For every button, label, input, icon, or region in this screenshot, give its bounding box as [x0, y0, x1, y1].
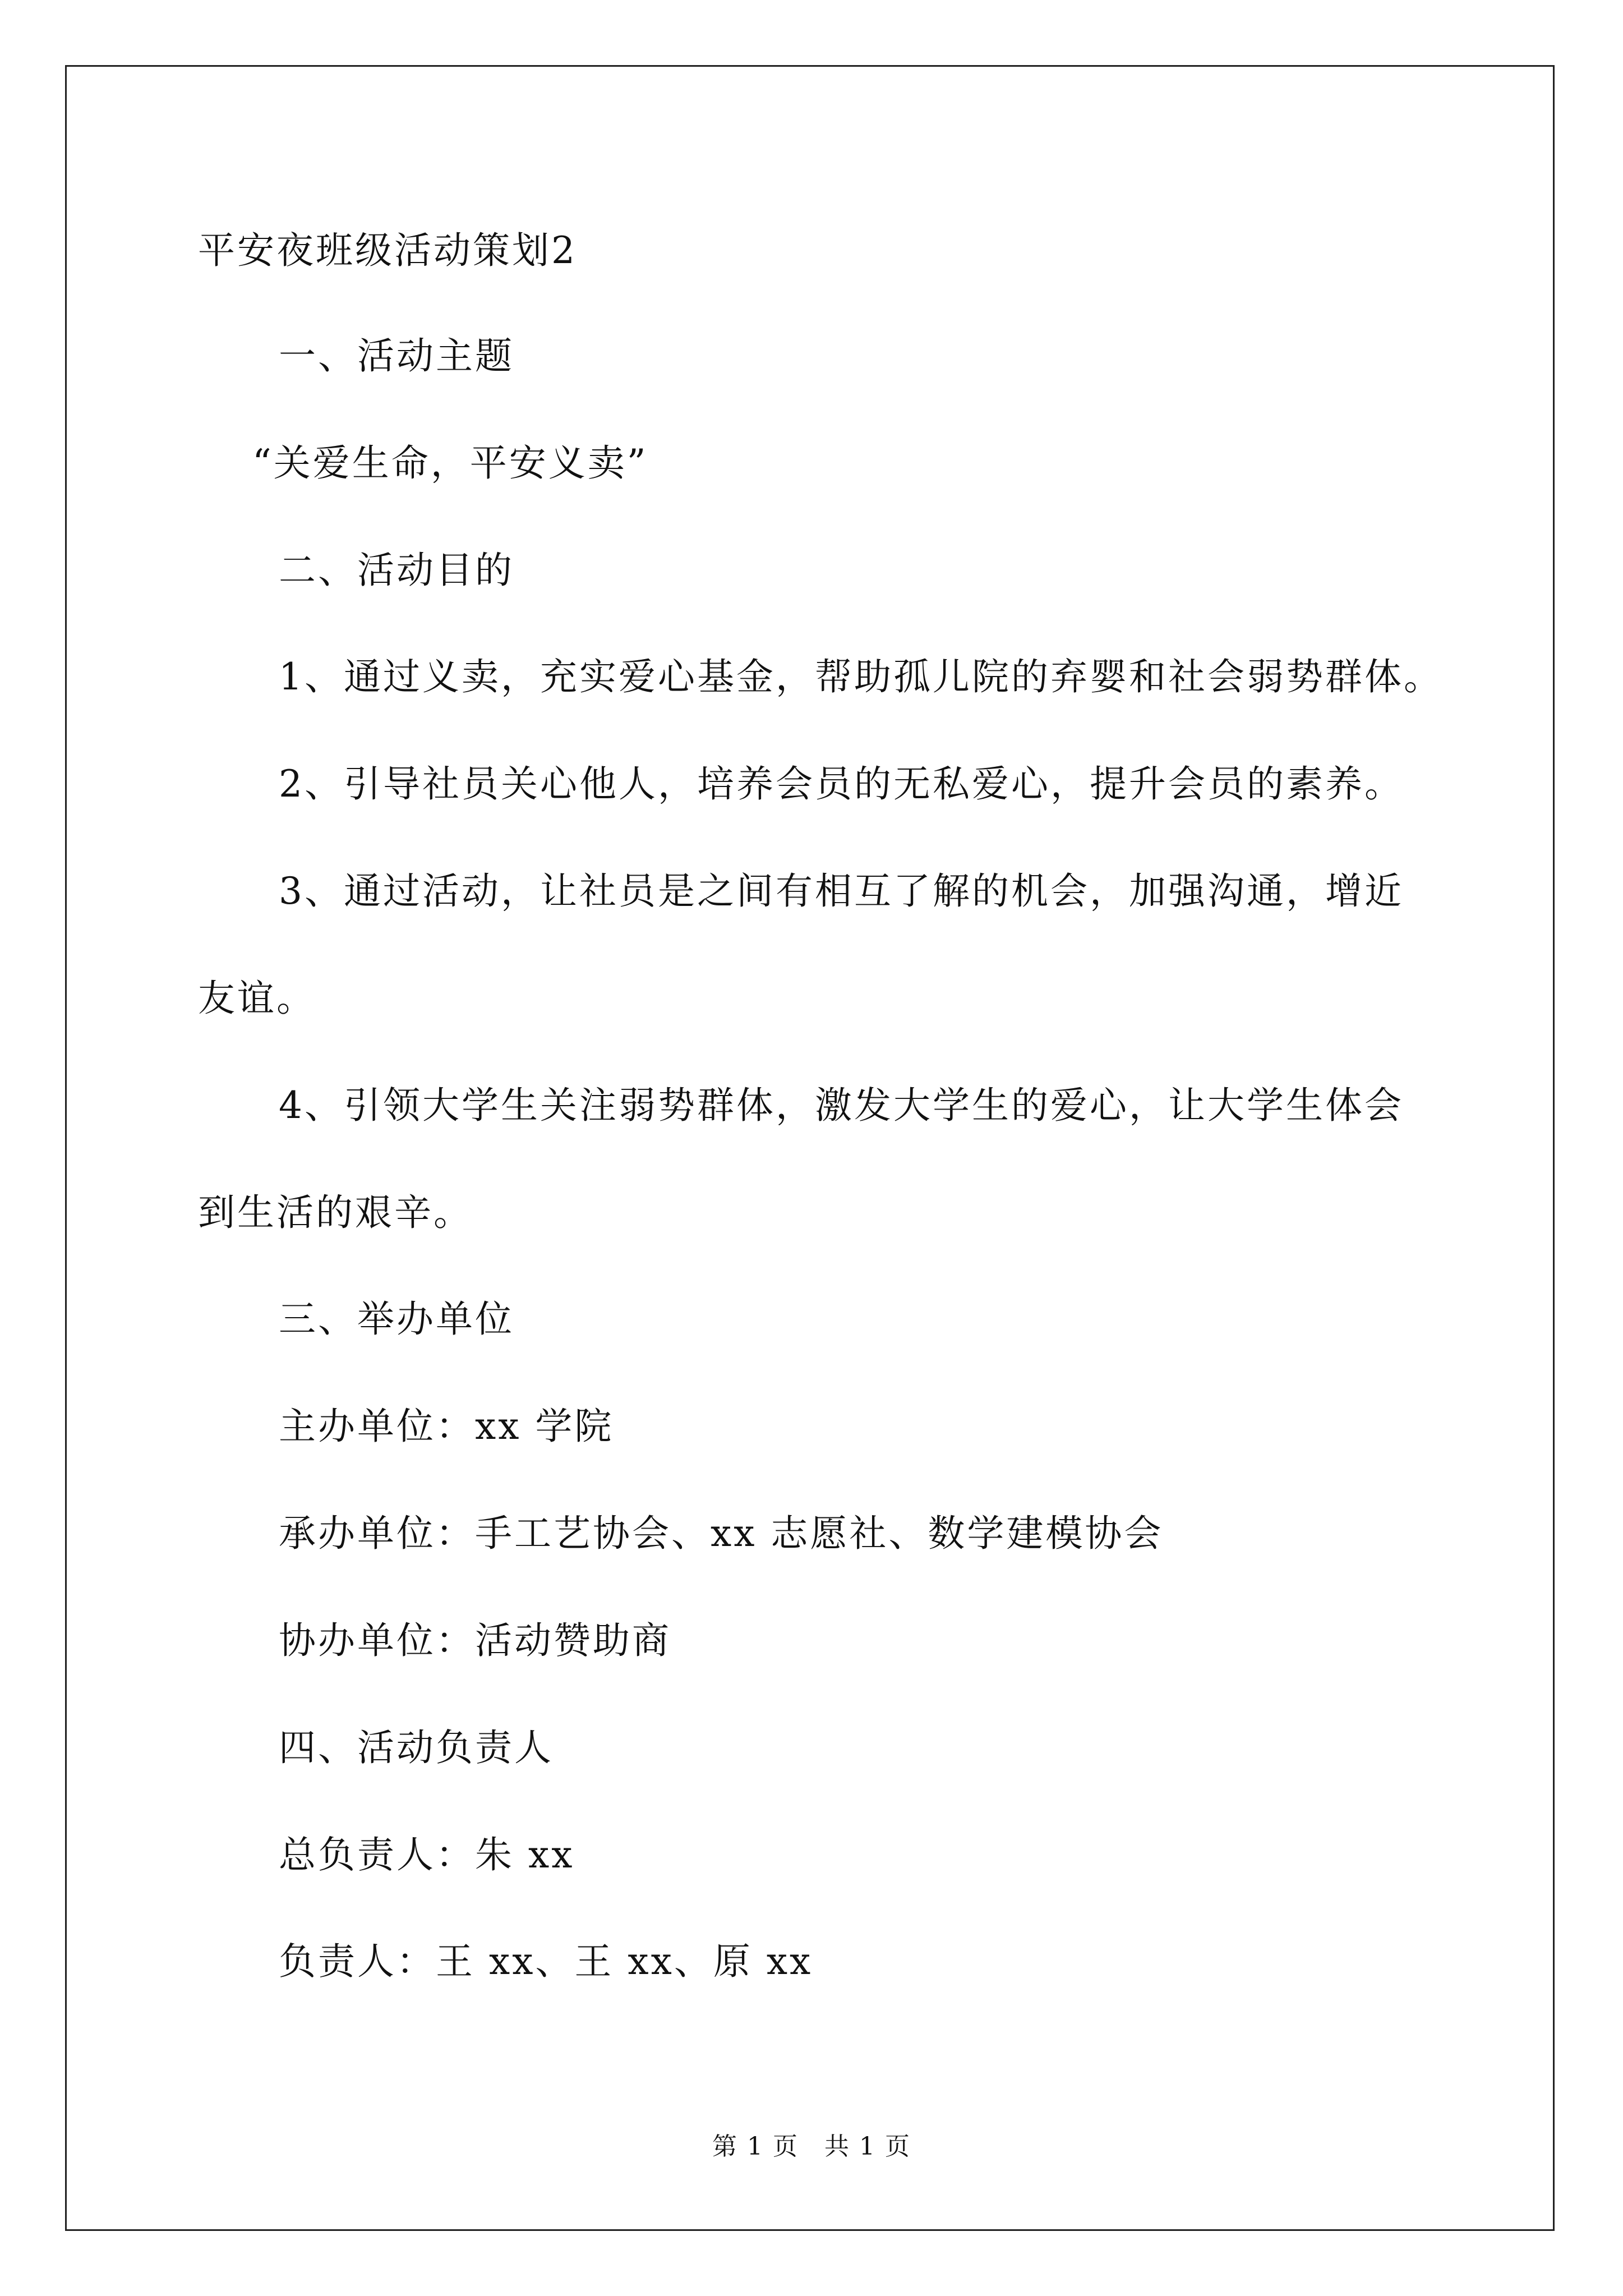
section-heading: 二、活动目的 — [279, 549, 514, 592]
paragraph-line: 负责人：王 xx、王 xx、原 xx — [279, 1940, 813, 1983]
paragraph-line: 主办单位：xx 学院 — [279, 1405, 614, 1448]
theme-slogan: “关爱生命，平安义卖” — [252, 441, 648, 485]
section-heading: 三、举办单位 — [279, 1297, 514, 1341]
paragraph-line: 到生活的艰辛。 — [198, 1191, 473, 1234]
paragraph-line: 友谊。 — [198, 977, 316, 1020]
page-border — [65, 65, 1555, 2231]
paragraph-line: 承办单位：手工艺协会、xx 志愿社、数学建模协会 — [279, 1512, 1164, 1555]
paragraph-line: 协办单位：活动赞助商 — [279, 1619, 671, 1662]
section-heading: 一、活动主题 — [279, 334, 514, 378]
document-title: 平安夜班级活动策划2 — [198, 229, 577, 272]
paragraph-line: 3、通过活动，让社员是之间有相互了解的机会，加强沟通，增近 — [279, 869, 1404, 913]
page-number: 第 1 页 共 1 页 — [712, 2132, 911, 2161]
paragraph-line: 2、引导社员关心他人，培养会员的无私爱心，提升会员的素养。 — [279, 762, 1404, 806]
paragraph-line: 4、引领大学生关注弱势群体，激发大学生的爱心，让大学生体会 — [279, 1084, 1404, 1127]
section-heading: 四、活动负责人 — [279, 1726, 554, 1769]
paragraph-line: 总负责人：朱 xx — [279, 1833, 575, 1876]
paragraph-line: 1、通过义卖，充实爱心基金，帮助孤儿院的弃婴和社会弱势群体。 — [279, 655, 1443, 698]
